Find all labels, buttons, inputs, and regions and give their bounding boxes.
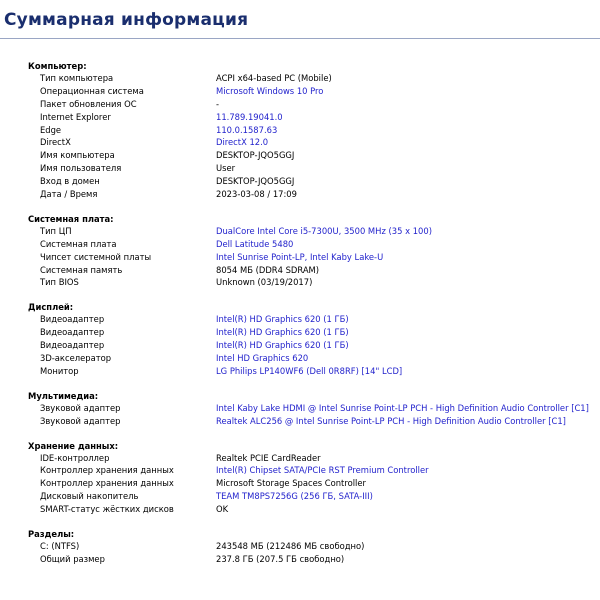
info-row <box>28 503 600 516</box>
info-row <box>28 264 600 277</box>
info-row <box>28 124 600 137</box>
info-label: Имя пользователя <box>40 163 122 174</box>
info-value-link[interactable]: Intel(R) HD Graphics 620 (1 ГБ) <box>216 340 349 351</box>
info-label: DirectX <box>40 137 71 148</box>
info-row <box>28 490 600 503</box>
info-value: 237.8 ГБ (207.5 ГБ свободно) <box>216 553 345 564</box>
info-label: Internet Explorer <box>40 111 111 122</box>
info-label: Видеоадаптер <box>40 340 105 351</box>
info-value: 243548 МБ (212486 МБ свободно) <box>216 541 365 552</box>
info-value: - <box>216 98 220 109</box>
info-label: Вход в домен <box>40 176 100 187</box>
info-row <box>28 85 600 98</box>
info-row <box>28 352 600 365</box>
info-value: 8054 МБ (DDR4 SDRAM) <box>216 264 320 275</box>
section <box>28 390 600 428</box>
info-value-link[interactable]: Intel(R) Chipset SATA/PCIe RST Premium Controller <box>216 465 429 476</box>
info-value-link[interactable]: Intel Kaby Lake HDMI @ Intel Sunrise Point-LP PCH - High Definition Audio Controller [C1] <box>216 402 589 413</box>
info-row <box>28 477 600 490</box>
info-value: DESKTOP-JQO5GGJ <box>216 176 295 187</box>
info-row <box>28 162 600 175</box>
info-label: Дата / Время <box>40 189 98 200</box>
info-label: C: (NTFS) <box>40 541 80 552</box>
info-label: Тип BIOS <box>40 277 79 288</box>
info-row <box>28 553 600 566</box>
section <box>28 213 600 289</box>
info-row <box>28 326 600 339</box>
info-row <box>28 415 600 428</box>
info-value: Microsoft Storage Spaces Controller <box>216 478 366 489</box>
info-value-link[interactable]: DirectX 12.0 <box>216 137 269 148</box>
section-title: Компьютер: <box>28 61 87 71</box>
info-value: OK <box>216 504 229 515</box>
section-title: Системная плата: <box>28 213 114 224</box>
info-label: Системная память <box>40 264 123 275</box>
info-row <box>28 72 600 85</box>
info-row <box>28 251 600 264</box>
info-value: Unknown (03/19/2017) <box>216 277 313 288</box>
info-label: Общий размер <box>40 553 105 564</box>
info-value-link[interactable]: Realtek ALC256 @ Intel Sunrise Point-LP PCH - High Definition Audio Controller [C1] <box>216 415 566 426</box>
info-row <box>28 136 600 149</box>
info-value-link[interactable]: Intel HD Graphics 620 <box>216 353 309 364</box>
info-label: Операционная система <box>40 85 144 96</box>
info-value: User <box>216 163 236 174</box>
info-label: Пакет обновления ОС <box>40 98 137 109</box>
info-value-link[interactable]: TEAM TM8PS7256G (256 ГБ, SATA-III) <box>216 491 373 502</box>
info-value-link[interactable]: Microsoft Windows 10 Pro <box>216 85 324 96</box>
info-value-link[interactable]: LG Philips LP140WF6 (Dell 0R8RF) [14" LCD] <box>216 365 403 376</box>
info-value-link[interactable]: 11.789.19041.0 <box>216 111 283 122</box>
section <box>28 60 600 201</box>
info-row <box>28 111 600 124</box>
info-label: Звуковой адаптер <box>40 415 121 426</box>
info-label: Звуковой адаптер <box>40 402 121 413</box>
info-label: Контроллер хранения данных <box>40 478 174 489</box>
info-row <box>28 276 600 289</box>
info-value: 2023-03-08 / 17:09 <box>216 189 297 200</box>
summary-content <box>28 60 600 578</box>
info-label: SMART-статус жёстких дисков <box>40 504 174 515</box>
info-label: Дисковый накопитель <box>40 491 139 502</box>
info-row <box>28 365 600 378</box>
info-row <box>28 175 600 188</box>
info-value-link[interactable]: Dell Latitude 5480 <box>216 238 294 249</box>
section-title: Дисплей: <box>28 302 74 313</box>
info-label: Чипсет системной платы <box>40 251 152 262</box>
info-row <box>28 339 600 352</box>
info-row <box>28 149 600 162</box>
info-value-link[interactable]: Intel Sunrise Point-LP, Intel Kaby Lake-U <box>216 251 384 262</box>
section-title: Разделы: <box>28 529 75 540</box>
info-label: Тип компьютера <box>40 73 114 83</box>
info-value-link[interactable]: DualCore Intel Core i5-7300U, 3500 MHz (35 x 100) <box>216 225 432 236</box>
info-label: Edge <box>40 124 62 135</box>
info-label: Имя компьютера <box>40 150 115 161</box>
title-divider <box>0 38 600 39</box>
info-label: IDE-контроллер <box>40 452 110 463</box>
info-row <box>28 225 600 238</box>
info-row <box>28 238 600 251</box>
info-label: Контроллер хранения данных <box>40 465 174 476</box>
info-label: Тип ЦП <box>40 225 72 236</box>
info-row <box>28 188 600 201</box>
section <box>28 301 600 377</box>
info-value: DESKTOP-JQO5GGJ <box>216 150 295 161</box>
info-value-link[interactable]: Intel(R) HD Graphics 620 (1 ГБ) <box>216 327 349 338</box>
info-value: Realtek PCIE CardReader <box>216 452 321 463</box>
section <box>28 528 600 566</box>
info-row <box>28 452 600 465</box>
info-value-link[interactable]: Intel(R) HD Graphics 620 (1 ГБ) <box>216 314 349 325</box>
info-row <box>28 313 600 326</box>
info-row <box>28 540 600 553</box>
info-row <box>28 402 600 415</box>
info-value-link[interactable]: 110.0.1587.63 <box>216 124 278 135</box>
section <box>28 440 600 516</box>
info-row <box>28 98 600 111</box>
page-title: Суммарная информация <box>4 10 249 30</box>
info-row <box>28 464 600 477</box>
info-label: Видеоадаптер <box>40 327 105 338</box>
info-label: Монитор <box>40 365 79 376</box>
info-label: 3D-акселератор <box>40 353 112 364</box>
section-title: Хранение данных: <box>28 440 119 451</box>
section-title: Мультимедиа: <box>28 390 99 401</box>
info-value: ACPI x64-based PC (Mobile) <box>216 73 332 83</box>
info-label: Системная плата <box>40 238 117 249</box>
info-label: Видеоадаптер <box>40 314 105 325</box>
